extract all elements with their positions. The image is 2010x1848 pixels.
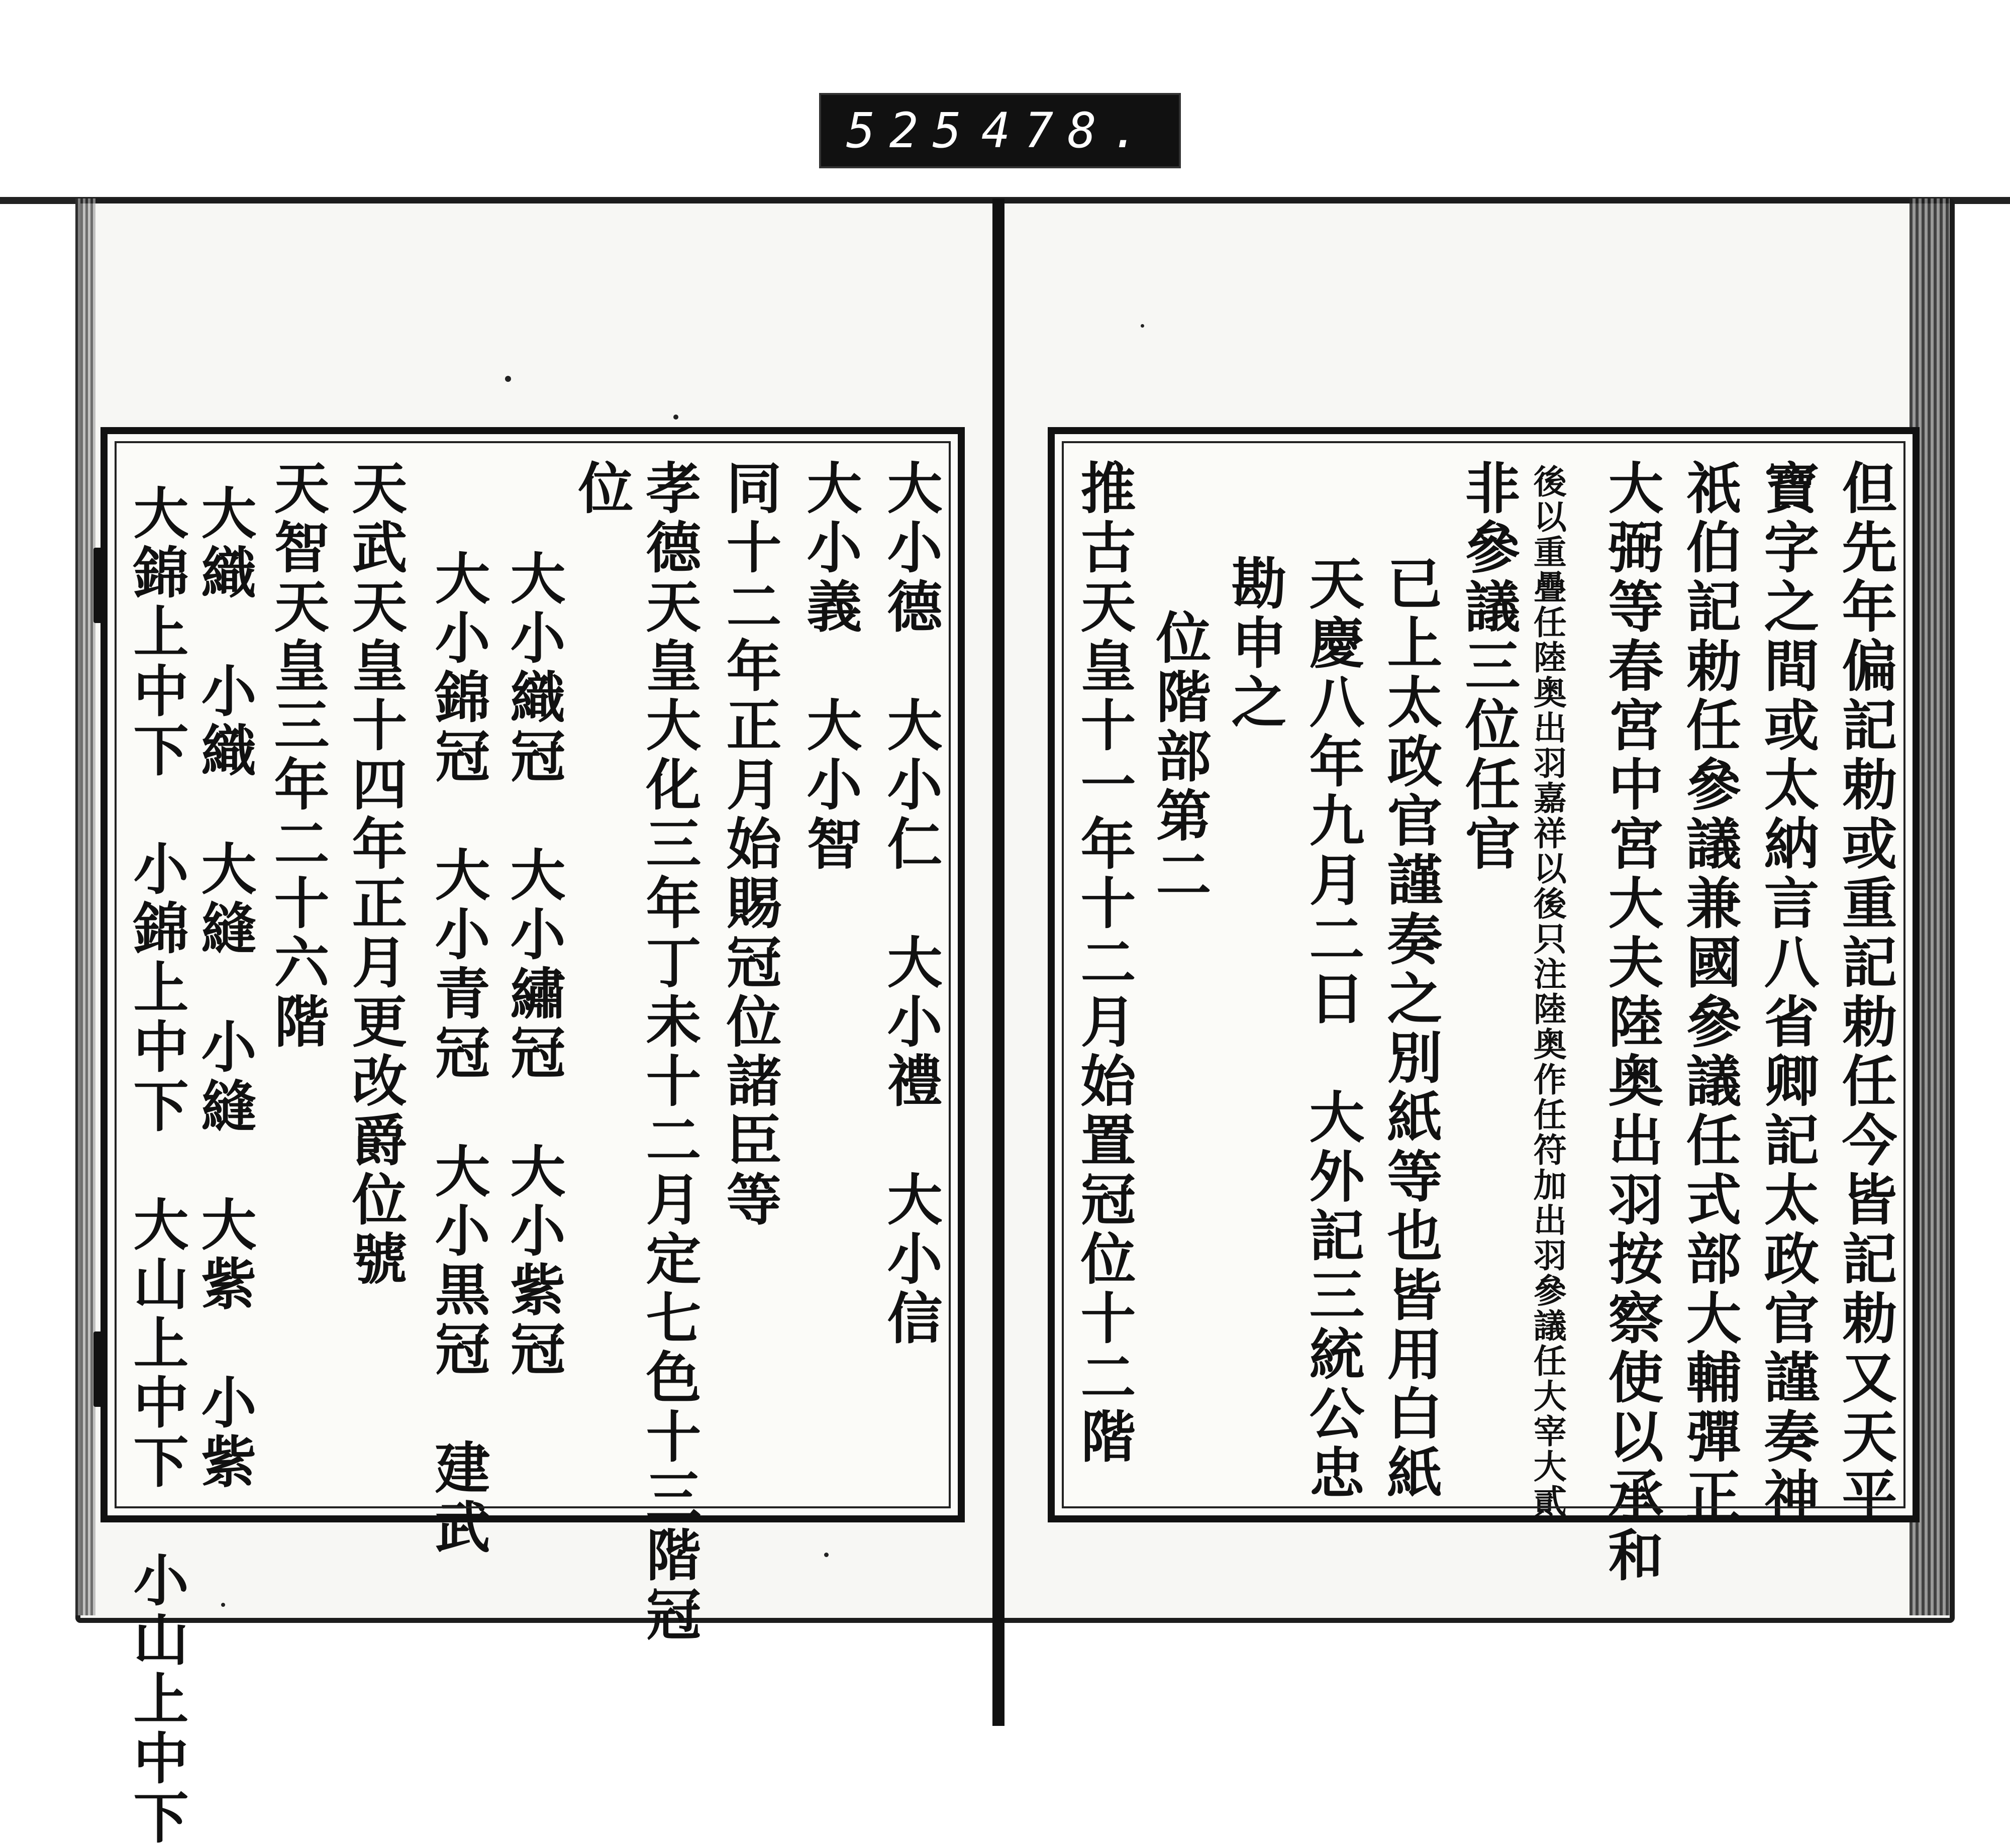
left-col-7: 大小錦冠 大小青冠 大小黒冠 建武 <box>426 550 491 1558</box>
left-col-6: 大小織冠 大小繡冠 大小紫冠 <box>501 550 566 1380</box>
left-col-10: 大織 小織 大縫 小縫 大紫 小紫 <box>192 484 257 1492</box>
right-col-9: 勘申之 <box>1222 555 1287 733</box>
left-col-3: 同十二年正月始賜冠位諸臣等 <box>717 459 782 1230</box>
right-col-8: 天慶八年九月二日 大外記三統公忠 <box>1300 555 1365 1503</box>
left-col-11: 大錦上中下 小錦上中下 大山上中下 小山上中下 <box>124 484 189 1848</box>
archive-number-right: 478. <box>981 102 1154 159</box>
right-col-11: 推古天皇十一年十二月始置冠位十二階 <box>1071 459 1137 1467</box>
left-col-4: 孝德天皇大化三年丁未十二月定七色十三階冠 <box>637 459 702 1645</box>
left-col-1: 大小德 大小仁 大小禮 大小信 <box>878 459 943 1349</box>
left-col-2: 大小義 大小智 <box>797 459 863 874</box>
archive-number-left: 525 <box>846 102 976 159</box>
right-col-1: 但先年偏記勅或重記勅任今皆記勅又天平 <box>1833 459 1898 1526</box>
archive-label <box>819 93 1181 168</box>
right-col-5: 後以重疊任陸奥出羽嘉祥以後只注陸奥作任符加出羽參議任大宰大貳 <box>1528 464 1567 1519</box>
left-col-9: 天智天皇三年二十六階 <box>265 459 330 1052</box>
page-edge-left <box>75 198 95 1615</box>
right-col-4: 大弼等春宮中宮大夫陸奥出羽按察使以承和 <box>1599 459 1664 1586</box>
right-col-7: 已上太政官謹奏之別紙等也皆用白紙 <box>1378 555 1443 1503</box>
book-spine <box>992 198 1004 1726</box>
right-col-section-heading: 位階部第二 <box>1147 550 1212 905</box>
left-page-text-frame <box>100 427 965 1848</box>
right-col-3: 祇伯記勅任參議兼國參議任式部大輔彈正 <box>1677 459 1742 1526</box>
left-col-5: 位 <box>569 459 634 519</box>
left-col-8: 天武天皇十四年正月更改爵位號 <box>343 459 408 1289</box>
right-col-2: 寶字之間或太納言八省卿記太政官謹奏神 <box>1755 459 1820 1526</box>
right-page-text-frame <box>1048 427 1920 1586</box>
right-col-6: 非參議三位任官 <box>1456 459 1521 874</box>
